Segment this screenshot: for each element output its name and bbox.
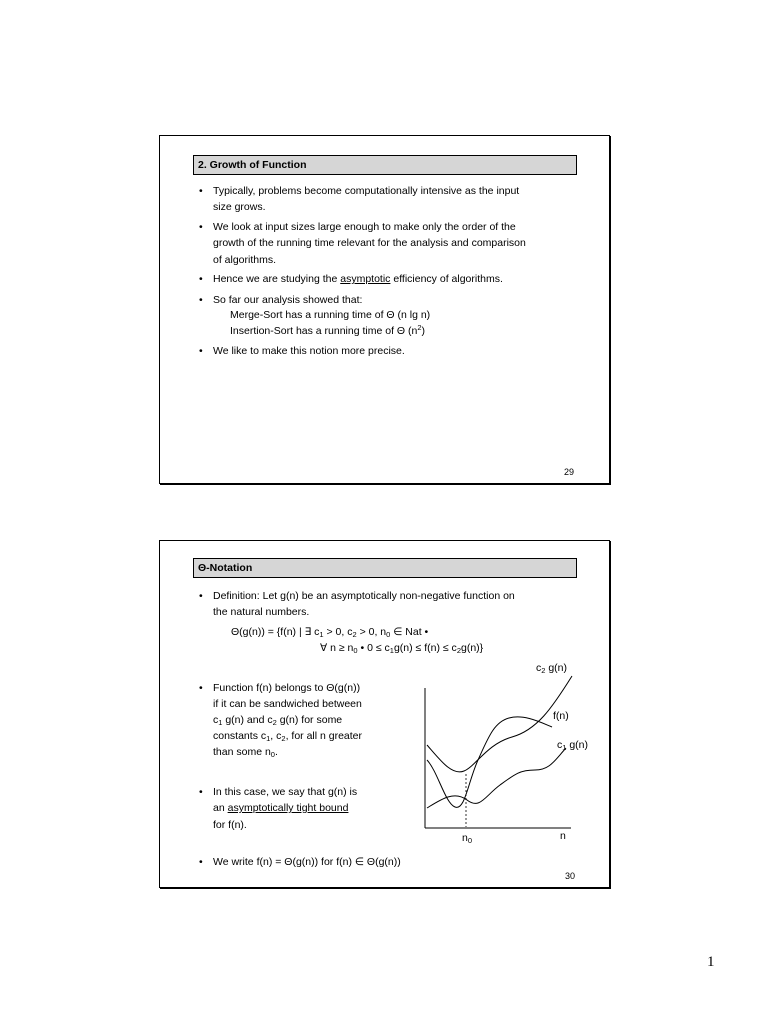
slide-29-line: We look at input sizes large enough to make only the order of the (213, 221, 516, 233)
slide-30-line: the natural numbers. (213, 606, 310, 618)
n-axis-label: n (560, 830, 566, 842)
slide-number: 29 (564, 467, 575, 477)
subscript: 1 (266, 734, 271, 743)
bullet-icon (199, 271, 203, 287)
slide-29-line: size grows. (213, 201, 266, 213)
supscript: 2 (417, 323, 422, 332)
underlined-term: asymptotically tight bound (227, 802, 349, 814)
bullet-icon (199, 854, 203, 870)
bullet-icon (199, 219, 203, 235)
slide-30-line: if it can be sandwiched between (213, 698, 362, 710)
subscript: 0 (270, 750, 275, 759)
bullet-icon (199, 784, 203, 800)
subscript: 0 (467, 836, 473, 845)
bullet-icon (199, 680, 203, 696)
slide-29-title: 2. Growth of Function (193, 155, 577, 175)
bullet-icon (199, 588, 203, 604)
slide-30-line: We write f(n) = Θ(g(n)) for f(n) ∈ Θ(g(n)) (213, 856, 401, 868)
slide-29-line: growth of the running time relevant for the analysis and comparison (213, 237, 526, 249)
slide-29-line: So far our analysis showed that: (213, 294, 363, 306)
bullet-icon (199, 183, 203, 199)
slide-30-line: In this case, we say that g(n) is (213, 786, 358, 798)
slide-30-line: Function f(n) belongs to Θ(g(n)) (213, 682, 361, 694)
slide-29-line: We like to make this notion more precise. (213, 345, 405, 357)
theta-definition-formula: ∀ $n \ge n_0$ • $0 \le c_1g(n) \le f(n) \le c_2g(n)$} (320, 642, 484, 655)
subscript: 1 (562, 743, 567, 752)
subscript: 1 (218, 718, 223, 727)
subscript: 0 (353, 646, 358, 655)
f-label: f(n) (553, 710, 569, 722)
bullet-icon (199, 292, 203, 308)
slide-29-line: Typically, problems become computationally intensive as the input (213, 185, 520, 197)
subscript: 2 (281, 734, 286, 743)
subscript: 2 (272, 718, 277, 727)
subscript: 2 (541, 666, 546, 675)
slide-30-line: than some $n_0$. (213, 746, 278, 759)
slide-number: 30 (565, 871, 576, 881)
subscript: 1 (319, 630, 324, 639)
subscript: 2 (352, 630, 357, 639)
slide-29-line: Hence we are studying the asymptotic efficiency of algorithms. (213, 273, 503, 285)
slide-30-line: constants $c_1$, $c_2$, for all n greater (213, 730, 363, 743)
slide-30-line: for f(n). (213, 819, 247, 831)
page-number: 1 (707, 954, 715, 970)
subscript: 2 (456, 646, 461, 655)
c2-g-label: $c_2$ g(n) (536, 662, 568, 675)
c1-g-label: $c_1$ g(n) (557, 739, 589, 752)
subscript: 0 (386, 630, 391, 639)
slide-30-line: Definition: Let g(n) be an asymptotically non-negative function on (213, 590, 515, 602)
theta-definition-formula: Θ(g(n)) = {f(n) | ∃ $c_1 > 0$, $c_2 > 0$, $n_0$ ∈ Nat • (231, 626, 429, 639)
bullet-icon (199, 343, 203, 359)
slide-30-title: Θ-Notation (193, 558, 577, 578)
slide-29-line: Merge-Sort has a running time of Θ (n lg n) (230, 309, 431, 321)
slide-30-line: $c_1$ g(n) and $c_2$ g(n) for some (213, 714, 343, 727)
subscript: 1 (389, 646, 394, 655)
slide-29-line: of algorithms. (213, 254, 277, 266)
slide-30-line: an asymptotically tight bound (213, 802, 349, 814)
slide-29-line: Insertion-Sort has a running time of Θ $(n^2)$ (230, 323, 426, 337)
n0-label: $n_0$ (462, 832, 473, 845)
underlined-term: asymptotic (340, 273, 391, 285)
